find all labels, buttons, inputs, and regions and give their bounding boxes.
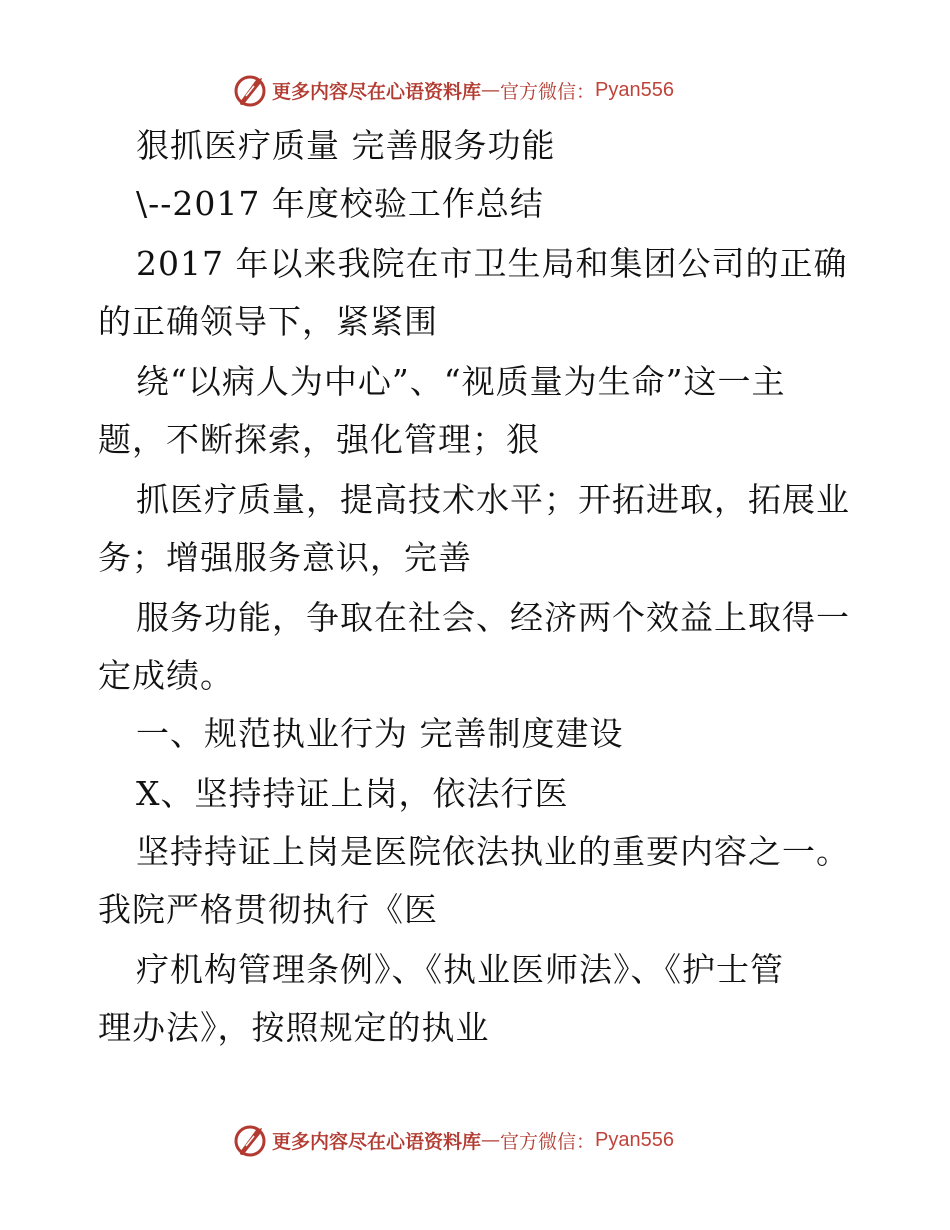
doc-line: 绕“以病人为中心”、“视质量为生命”这一主: [136, 362, 786, 401]
doc-line: 2017 年以来我院在市卫生局和集团公司的正确: [136, 244, 848, 283]
doc-line: 抓医疗质量，提高技术水平；开拓进取，拓展业: [136, 480, 850, 519]
watermark-text: 更多内容尽在心语资料库: [272, 1130, 482, 1153]
watermark-wechat-id: Pyan556: [595, 78, 674, 101]
watermark-header: [232, 70, 674, 110]
watermark-text: 更多内容尽在心语资料库: [272, 80, 482, 103]
doc-line: 我院严格贯彻执行《医: [98, 890, 438, 929]
watermark-wechat-id: Pyan556: [595, 1128, 674, 1151]
watermark-official-label: 官方微信：: [500, 80, 596, 103]
doc-line: 服务功能，争取在社会、经济两个效益上取得一: [136, 598, 850, 637]
quill-logo-icon: [232, 72, 268, 108]
doc-line: 坚持持证上岗是医院依法执业的重要内容之一。: [136, 832, 850, 871]
doc-line: 疗机构管理条例》、《执业医师法》、《护士管: [136, 950, 784, 989]
subsection-heading: X、坚持持证上岗，依法行医: [136, 774, 569, 813]
watermark-footer: [232, 1120, 674, 1160]
doc-title: 狠抓医疗质量 完善服务功能: [136, 126, 556, 165]
doc-line: 务；增强服务意识，完善: [98, 538, 472, 577]
watermark-dash: —: [481, 1129, 501, 1151]
quill-logo-icon: [232, 1122, 268, 1158]
watermark-dash: —: [481, 79, 501, 101]
doc-line: 题，不断探索，强化管理；狠: [98, 420, 540, 459]
doc-line: 的正确领导下，紧紧围: [98, 302, 438, 341]
doc-subtitle: \--2017 年度校验工作总结: [136, 184, 544, 223]
watermark-official-label: 官方微信：: [500, 1130, 596, 1153]
doc-line: 定成绩。: [98, 656, 234, 695]
doc-line: 理办法》，按照规定的执业: [98, 1008, 490, 1047]
section-heading: 一、规范执业行为 完善制度建设: [136, 714, 624, 753]
